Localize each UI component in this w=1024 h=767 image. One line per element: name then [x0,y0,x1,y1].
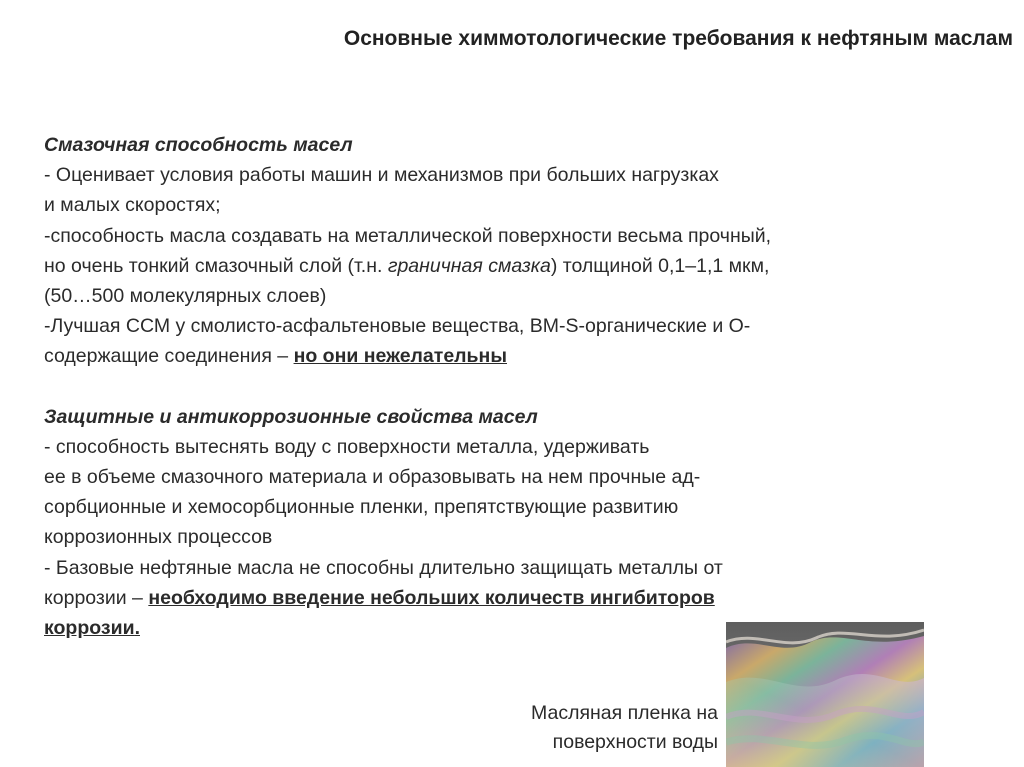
text-line: -Лучшая ССМ у смолисто-асфальтеновые вещества, ВМ-S-органические и О- [44,315,751,338]
text-fragment: ) толщиной 0,1–1,1 мкм, [550,254,770,277]
oil-film-photo [726,622,924,767]
text-line: - способность вытеснять воду с поверхности металла, удерживать [44,435,650,458]
text-line [44,583,944,613]
emphasis-text: но они нежелательны [293,345,507,368]
text-fragment: содержащие соединения – [44,345,294,368]
caption-line: поверхности воды [552,731,718,753]
section-heading-protective: Защитные и антикоррозионные свойства масел [44,405,538,428]
text-fragment: но очень тонкий смазочный слой (т.н. [44,254,388,277]
text-line: - Базовые нефтяные масла не способны длительно защищать металлы от [44,556,723,579]
photo-caption [470,699,718,757]
slide-body [44,130,944,643]
text-line: - Оценивает условия работы машин и механизмов при больших нагрузках [44,164,719,187]
text-line: ее в объеме смазочного материала и образовывать на нем прочные ад- [44,466,701,489]
text-line: (50…500 молекулярных слоев) [44,284,327,307]
spacer [44,372,944,402]
slide-title: Основные химмотологические требования к нефтяным маслам [343,27,1013,50]
emphasis-text: коррозии [44,617,135,639]
caption-line: Масляная пленка на [531,702,718,724]
text-line [44,251,944,281]
text-line: и малых скоростях; [44,194,221,217]
text-line [44,341,944,371]
emphasis-text: . [134,617,140,639]
text-line: сорбционные и хемосорбционные пленки, препятствующие развитию [44,496,679,519]
text-line: коррозионных процессов [44,526,273,549]
italic-term: граничная смазка [387,254,551,277]
oil-film-image [726,622,924,767]
emphasis-text: необходимо введение небольших количеств ингибиторов [148,586,715,609]
text-line: -способность масла создавать на металлической поверхности весьма прочный, [44,224,772,247]
section-heading-lubricity: Смазочная способность масел [44,134,353,156]
text-fragment: коррозии – [44,586,149,609]
